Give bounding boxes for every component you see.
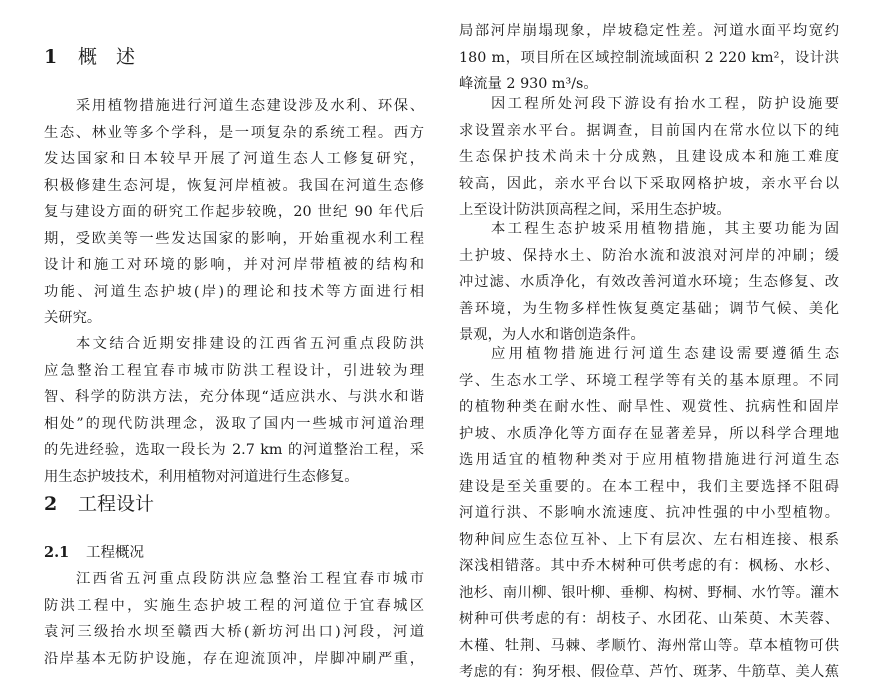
text-line: 善环境，为生物多样性恢复奠定基础；调节气候、美化 xyxy=(459,300,839,317)
text-line: 峰流量 2 930 m³/s。 xyxy=(459,76,598,92)
text-line: 护坡、水质净化等方面存在显著差异，所以科学合理地 xyxy=(459,425,839,442)
text-line: 期，受欧美等一些发达国家的影响，开始重视水利工程 xyxy=(44,230,424,247)
text-line: 建设是至关重要的。在本工程中，我们主要选择不阻碍 xyxy=(459,478,839,495)
text-line: 局部河岸崩塌现象，岸坡稳定性差。河道水面平均宽约 xyxy=(459,23,839,39)
text-line: 的先进经验，选取一段长为 2.7 km 的河道整治工程，采 xyxy=(44,442,424,458)
text-line: 较高，因此，亲水平台以下采取网格护坡，亲水平台以 xyxy=(459,175,839,192)
text-line: 景观，为人水和谐创造条件。 xyxy=(459,327,645,343)
text-line: 设计和施工对环境的影响，并对河岸带植被的结构和 xyxy=(44,257,424,273)
text-line: 物种间应生态位互补、上下有层次、左右相连接、根系 xyxy=(459,531,839,548)
text-line: 木槿、牡荆、马棘、孝顺竹、海州常山等。草本植物可供 xyxy=(459,637,839,654)
text-line: 深浅相错落。其中乔木树种可供考虑的有：枫杨、水杉、 xyxy=(459,558,839,574)
section-number: 1 xyxy=(44,46,58,68)
text-line: 的植物种类在耐水性、耐旱性、观赏性、抗病性和固岸 xyxy=(459,399,839,415)
text-line: 功能、河道生态护坡(岸)的理论和技术等方面进行相 xyxy=(44,283,424,300)
text-line: 关研究。 xyxy=(44,310,102,326)
text-line: 沿岸基本无防护设施，存在迎流顶冲，岸脚冲刷严重， xyxy=(44,650,424,667)
text-line: 学、生态水工学、环境工程学等有关的基本原理。不同 xyxy=(459,372,839,389)
text-line: 本文结合近期安排建设的江西省五河重点段防洪 xyxy=(76,336,424,352)
text-line: 上至设计防洪顶高程之间，采用生态护坡。 xyxy=(459,202,731,218)
section-title: 概 述 xyxy=(78,46,136,68)
section-title: 工程设计 xyxy=(78,493,155,515)
text-line: 用生态护坡技术，利用植物对河道进行生态修复。 xyxy=(44,468,359,485)
text-line: 河道行洪、不影响水流速度、抗冲性强的中小型植物。 xyxy=(459,505,839,521)
subsection-number: 2.1 xyxy=(44,544,70,561)
section-heading-2 xyxy=(44,491,154,517)
section-heading-1 xyxy=(44,44,135,70)
text-line: 发达国家和日本较早开展了河道生态人工修复研究， xyxy=(44,151,424,167)
text-line: 池杉、南川柳、银叶柳、垂柳、构树、野桐、水竹等。灌木 xyxy=(459,584,839,601)
text-line: 土护坡、保持水土、防治水流和波浪对河岸的冲刷；缓 xyxy=(459,247,839,264)
text-line: 应急整治工程宜春市城市防洪工程设计，引进较为理 xyxy=(44,362,424,379)
text-line: 智、科学的防洪方法，充分体现“适应洪水、与洪水和谐 xyxy=(44,389,424,405)
text-line: 复与建设方面的研究工作起步较晚，20 世纪 90 年代后 xyxy=(44,204,424,220)
section-number: 2 xyxy=(44,493,58,515)
text-line: 选用适宜的植物种类对于应用植物措施进行河道生态 xyxy=(459,452,839,468)
text-line: 袁河三级抬水坝至赣西大桥(新坊河出口)河段，河道 xyxy=(44,624,424,640)
text-line: 树种可供考虑的有：胡枝子、水团花、山茱萸、木芙蓉、 xyxy=(459,611,839,627)
text-line: 冲过滤、水质净化，有效改善河道水环境；生态修复、改 xyxy=(459,274,839,290)
text-line: 生态、林业等多个学科，是一项复杂的系统工程。西方 xyxy=(44,124,424,141)
text-line: 积极修建生态河堤，恢复河岸植被。我国在河道生态修 xyxy=(44,177,424,194)
text-line: 180 m，项目所在区域控制流域面积 2 220 km²，设计洪 xyxy=(459,49,839,66)
text-line: 生态保护技术尚未十分成熟，且建设成本和施工难度 xyxy=(459,149,839,165)
text-line: 本工程生态护坡采用植物措施，其主要功能为固 xyxy=(491,221,839,237)
text-line: 应用植物措施进行河道生态建设需要遵循生态 xyxy=(491,346,839,362)
text-line: 江西省五河重点段防洪应急整治工程宜春市城市 xyxy=(76,571,424,587)
text-line: 采用植物措施进行河道生态建设涉及水利、环保、 xyxy=(76,98,424,114)
text-line: 求设置亲水平台。据调查，目前国内在常水位以下的纯 xyxy=(459,122,839,139)
text-line: 因工程所处河段下游设有抬水工程，防护设施要 xyxy=(491,96,839,112)
text-line: 防洪工程中，实施生态护坡工程的河道位于宜春城区 xyxy=(44,597,424,614)
text-line: 考虑的有：狗牙根、假俭草、芦竹、斑茅、牛筋草、美人蕉 xyxy=(459,664,839,680)
subsection-title: 工程概况 xyxy=(86,545,144,561)
subsection-heading-2-1 xyxy=(44,543,144,563)
text-line: 相处”的现代防洪理念，汲取了国内一些城市河道治理 xyxy=(44,415,424,432)
